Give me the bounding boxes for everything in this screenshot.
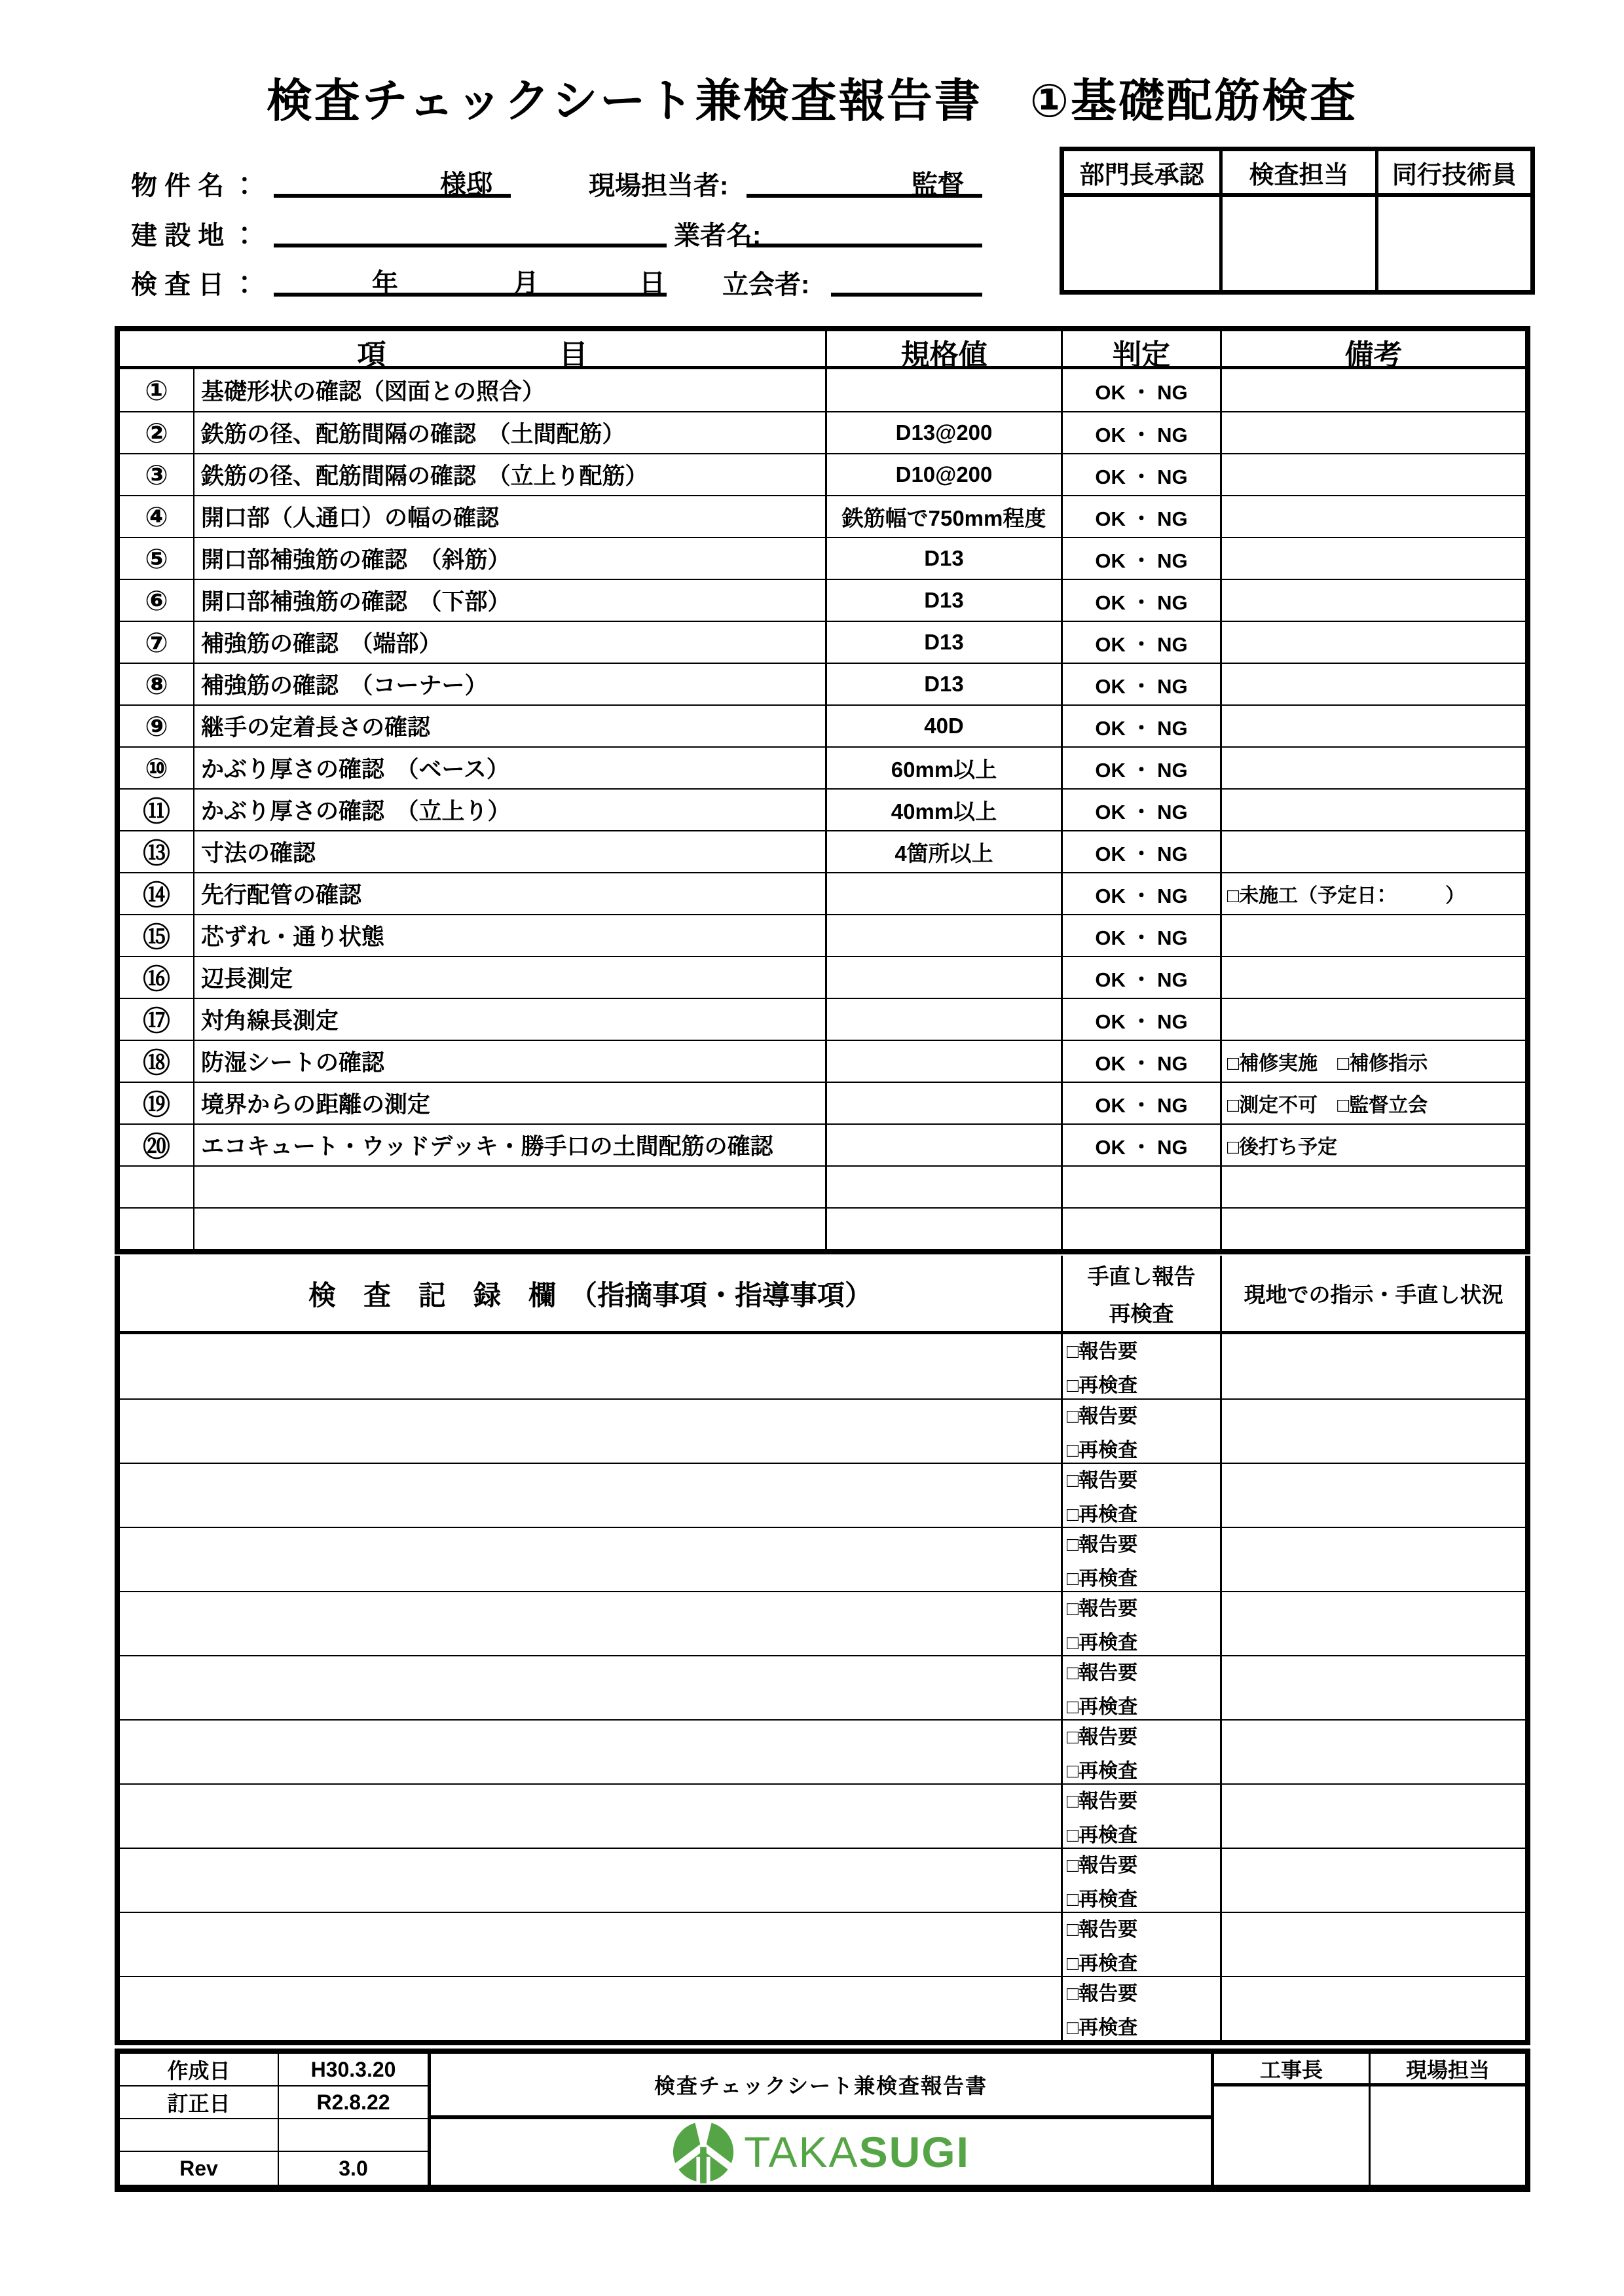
checklist-row [120, 1207, 1525, 1249]
row-number: ⑰ [142, 1006, 170, 1036]
record-report-checkbox[interactable]: □報告要 [1067, 1470, 1138, 1491]
chief-header: 工事長 [1214, 2054, 1371, 2086]
checklist-row [120, 537, 1525, 579]
checklist-header-row [120, 331, 1525, 369]
row-number [120, 1167, 193, 1207]
checklist-header-spec: 規格値 [825, 331, 1061, 373]
record-note-cell[interactable] [120, 1334, 1061, 1398]
record-reinspect-checkbox[interactable]: □再検査 [1067, 1953, 1138, 1975]
record-note-cell[interactable] [120, 1464, 1061, 1527]
row-spec: D13 [825, 538, 1061, 579]
record-row [120, 1912, 1525, 1976]
row-remarks [1220, 831, 1525, 872]
record-title: 検 査 記 録 欄 （指摘事項・指導事項） [308, 1279, 872, 1311]
witness-field[interactable] [831, 263, 982, 297]
approval-header-manager: 部門長承認 [1064, 151, 1219, 197]
record-checkbox-cell [1061, 1464, 1220, 1527]
row-remarks[interactable]: □測定不可 □監督立会 [1220, 1083, 1525, 1123]
row-number: ③ [145, 459, 168, 490]
record-note-cell[interactable] [120, 1656, 1061, 1719]
row-remarks[interactable]: □後打ち予定 [1220, 1125, 1525, 1165]
record-checkbox-cell [1061, 1656, 1220, 1719]
record-checkbox-cell [1061, 1785, 1220, 1848]
checklist-row [120, 411, 1525, 453]
record-report-checkbox[interactable]: □報告要 [1067, 1406, 1138, 1427]
row-item: 防湿シートの確認 [193, 1041, 825, 1082]
record-reinspect-checkbox[interactable]: □再検査 [1067, 1375, 1138, 1396]
row-spec [825, 1083, 1061, 1123]
row-remarks [1220, 538, 1525, 579]
row-remarks[interactable]: □未施工（予定日： ） [1220, 873, 1525, 914]
footer-table [115, 2049, 1530, 2192]
row-spec: D13 [825, 664, 1061, 704]
checklist-row [120, 998, 1525, 1040]
record-reinspect-checkbox[interactable]: □再検査 [1067, 1504, 1138, 1525]
row-remarks [1220, 622, 1525, 663]
date-year-label: 年 [372, 269, 398, 298]
record-status-cell[interactable] [1220, 1977, 1525, 2040]
record-reinspect-checkbox[interactable]: □再検査 [1067, 1760, 1138, 1782]
row-remarks [1220, 915, 1525, 956]
approval-sign-inspector[interactable] [1219, 197, 1375, 290]
row-spec [825, 1125, 1061, 1165]
row-judgement[interactable]: OK ・ NG [1061, 1083, 1220, 1123]
rev-label: Rev [120, 2152, 279, 2185]
checklist-row [120, 453, 1525, 495]
record-reinspect-checkbox[interactable]: □再検査 [1067, 1440, 1138, 1461]
record-checkbox-cell [1061, 1592, 1220, 1655]
row-judgement[interactable]: OK ・ NG [1061, 748, 1220, 788]
record-checkbox-cell [1061, 1528, 1220, 1591]
row-item: 境界からの距離の測定 [193, 1083, 825, 1123]
record-row [120, 1334, 1525, 1398]
row-item: 鉄筋の径、配筋間隔の確認 （土間配筋） [193, 412, 825, 453]
row-number: ⑤ [145, 543, 168, 574]
row-item: 辺長測定 [193, 957, 825, 998]
record-row [120, 1398, 1525, 1463]
checklist-row [120, 872, 1525, 914]
record-row [120, 1848, 1525, 1912]
checklist-header-item: 項 目 [357, 339, 588, 371]
record-status-cell[interactable] [1220, 1592, 1525, 1655]
row-remarks [1220, 790, 1525, 830]
row-judgement [1061, 1167, 1220, 1207]
row-number: ⑯ [142, 964, 170, 994]
footer-empty-label [120, 2119, 279, 2152]
record-header-redo-line1: 手直し報告 [1087, 1264, 1196, 1288]
record-status-cell[interactable] [1220, 1400, 1525, 1463]
site-rep-header: 現場担当 [1371, 2054, 1525, 2086]
row-item: 開口部補強筋の確認 （斜筋） [193, 538, 825, 579]
row-judgement[interactable]: OK ・ NG [1061, 454, 1220, 495]
record-checkbox-cell [1061, 1913, 1220, 1976]
row-item: 対角線長測定 [193, 999, 825, 1040]
row-number: ⑭ [142, 880, 170, 911]
company-logo [431, 2119, 1214, 2185]
row-number: ⑱ [142, 1048, 170, 1078]
record-report-checkbox[interactable]: □報告要 [1067, 1919, 1138, 1941]
checklist-header-remarks: 備考 [1220, 331, 1525, 373]
row-spec: 60mm以上 [825, 748, 1061, 788]
date-day-label: 日 [639, 269, 665, 298]
row-item: 鉄筋の径、配筋間隔の確認 （立上り配筋） [193, 454, 825, 495]
row-number [120, 1209, 193, 1249]
created-date-value: H30.3.20 [279, 2054, 431, 2086]
page-title: 検査チェックシート兼検査報告書 ①基礎配筋検査 [266, 75, 1358, 126]
checklist-row [120, 369, 1525, 411]
checklist-row [120, 746, 1525, 788]
record-row [120, 1976, 1525, 2040]
record-table [115, 1256, 1530, 2045]
record-report-checkbox[interactable]: □報告要 [1067, 1598, 1138, 1620]
date-month-label: 月 [513, 269, 539, 298]
record-row [120, 1463, 1525, 1527]
record-row [120, 1591, 1525, 1655]
approval-box-table [1060, 147, 1535, 295]
row-judgement[interactable]: OK ・ NG [1061, 999, 1220, 1040]
row-number: ⑩ [145, 752, 168, 784]
row-number: ④ [145, 501, 168, 532]
record-row [120, 1527, 1525, 1591]
row-spec [825, 873, 1061, 914]
record-status-cell[interactable] [1220, 1785, 1525, 1848]
footer-doc-title: 検査チェックシート兼検査報告書 [431, 2054, 1214, 2119]
record-checkbox-cell [1061, 1721, 1220, 1783]
record-note-cell[interactable] [120, 1913, 1061, 1976]
inspection-date-label: 検 査 日 ： [131, 270, 258, 299]
row-item: 継手の定着長さの確認 [193, 706, 825, 746]
contractor-field[interactable] [747, 213, 982, 247]
checklist-row [120, 1165, 1525, 1207]
row-item: 開口部（人通口）の幅の確認 [193, 496, 825, 537]
checklist-row [120, 621, 1525, 663]
record-note-cell[interactable] [120, 1400, 1061, 1463]
row-item: 補強筋の確認 （コーナー） [193, 664, 825, 704]
logo-text-light: TAKA [744, 2128, 859, 2176]
record-note-cell[interactable] [120, 1721, 1061, 1783]
row-spec: D13@200 [825, 412, 1061, 453]
row-spec: 40mm以上 [825, 790, 1061, 830]
record-status-cell[interactable] [1220, 1656, 1525, 1719]
record-note-cell[interactable] [120, 1849, 1061, 1912]
checklist-row [120, 663, 1525, 704]
row-item: 寸法の確認 [193, 831, 825, 872]
row-remarks [1220, 664, 1525, 704]
record-reinspect-checkbox[interactable]: □再検査 [1067, 1632, 1138, 1654]
checklist-header-judgement: 判定 [1061, 331, 1220, 373]
row-judgement[interactable]: OK ・ NG [1061, 664, 1220, 704]
record-header-redo-line2: 再検査 [1109, 1301, 1174, 1326]
checklist-row [120, 704, 1525, 746]
record-status-cell[interactable] [1220, 1464, 1525, 1527]
row-number: ② [145, 417, 168, 448]
row-remarks [1220, 748, 1525, 788]
row-judgement[interactable]: OK ・ NG [1061, 538, 1220, 579]
rev-value: 3.0 [279, 2152, 431, 2185]
record-checkbox-cell [1061, 1977, 1220, 2040]
row-remarks [1220, 706, 1525, 746]
row-spec: D13 [825, 622, 1061, 663]
row-judgement[interactable]: OK ・ NG [1061, 412, 1220, 453]
row-spec [825, 957, 1061, 998]
checklist-row [120, 1123, 1525, 1165]
row-item: かぶり厚さの確認 （ベース） [193, 748, 825, 788]
row-item [193, 1167, 825, 1207]
row-item [193, 1209, 825, 1249]
row-judgement[interactable]: OK ・ NG [1061, 790, 1220, 830]
site-manager-label: 現場担当者: [589, 172, 729, 200]
row-remarks [1220, 580, 1525, 621]
checklist-row [120, 579, 1525, 621]
record-status-cell[interactable] [1220, 1334, 1525, 1398]
row-judgement[interactable]: OK ・ NG [1061, 580, 1220, 621]
row-judgement[interactable]: OK ・ NG [1061, 622, 1220, 663]
row-judgement[interactable]: OK ・ NG [1061, 1125, 1220, 1165]
row-number: ⑦ [145, 627, 168, 658]
record-note-cell[interactable] [120, 1785, 1061, 1848]
row-judgement [1061, 1209, 1220, 1249]
row-spec: 40D [825, 706, 1061, 746]
row-number: ⑧ [145, 668, 168, 700]
row-number: ⑲ [142, 1089, 170, 1120]
row-spec [825, 915, 1061, 956]
takasugi-logo-text [744, 2130, 970, 2174]
record-reinspect-checkbox[interactable]: □再検査 [1067, 1889, 1138, 1910]
row-remarks [1220, 412, 1525, 453]
checklist-table [115, 326, 1530, 1254]
record-report-checkbox[interactable]: □報告要 [1067, 1983, 1138, 2005]
record-report-checkbox[interactable]: □報告要 [1067, 1534, 1138, 1556]
record-header-row [120, 1256, 1525, 1334]
row-item: 先行配管の確認 [193, 873, 825, 914]
row-number: ⑥ [145, 585, 168, 616]
row-spec [825, 999, 1061, 1040]
approval-header-inspector: 検査担当 [1219, 151, 1375, 197]
record-checkbox-cell [1061, 1334, 1220, 1398]
approval-header-technician: 同行技術員 [1375, 151, 1530, 197]
row-judgement[interactable]: OK ・ NG [1061, 1041, 1220, 1082]
row-item: 芯ずれ・通り状態 [193, 915, 825, 956]
record-header-status: 現地での指示・手直し状況 [1220, 1256, 1525, 1331]
record-note-cell[interactable] [120, 1977, 1061, 2040]
record-row [120, 1719, 1525, 1783]
record-checkbox-cell [1061, 1400, 1220, 1463]
checklist-row [120, 914, 1525, 956]
record-header-redo [1061, 1256, 1220, 1331]
chief-sign-cell[interactable] [1214, 2086, 1371, 2185]
record-row [120, 1655, 1525, 1719]
row-item: 補強筋の確認 （端部） [193, 622, 825, 663]
property-name-label: 物 件 名 ： [131, 172, 258, 200]
row-number: ⑨ [145, 710, 168, 742]
row-spec: 鉄筋幅で750mm程度 [825, 496, 1061, 537]
record-report-checkbox[interactable]: □報告要 [1067, 1855, 1138, 1876]
row-spec: D13 [825, 580, 1061, 621]
record-status-cell[interactable] [1220, 1849, 1525, 1912]
witness-label: 立会者: [722, 270, 810, 299]
logo-text-bold: SUGI [858, 2128, 970, 2176]
record-checkbox-cell [1061, 1849, 1220, 1912]
row-judgement[interactable]: OK ・ NG [1061, 873, 1220, 914]
site-manager-field[interactable]: 監督 [747, 164, 982, 198]
row-number: ⑬ [142, 838, 170, 869]
row-item: 開口部補強筋の確認 （下部） [193, 580, 825, 621]
record-reinspect-checkbox[interactable]: □再検査 [1067, 2017, 1138, 2039]
checklist-row [120, 788, 1525, 830]
row-spec [825, 369, 1061, 411]
approval-sign-manager[interactable] [1064, 197, 1219, 290]
record-note-cell[interactable] [120, 1592, 1061, 1655]
row-spec [825, 1041, 1061, 1082]
checklist-row [120, 1082, 1525, 1123]
row-judgement[interactable]: OK ・ NG [1061, 915, 1220, 956]
checklist-row [120, 956, 1525, 998]
row-number: ⑳ [142, 1131, 170, 1162]
footer-empty-value [279, 2119, 431, 2152]
row-judgement[interactable]: OK ・ NG [1061, 706, 1220, 746]
row-remarks [1220, 1209, 1525, 1249]
row-remarks [1220, 454, 1525, 495]
record-report-checkbox[interactable]: □報告要 [1067, 1341, 1138, 1362]
location-label: 建 設 地 ： [131, 221, 258, 250]
record-reinspect-checkbox[interactable]: □再検査 [1067, 1568, 1138, 1590]
created-date-label: 作成日 [120, 2054, 279, 2086]
row-judgement[interactable]: OK ・ NG [1061, 496, 1220, 537]
inspection-date-field[interactable] [274, 263, 667, 297]
row-item: 基礎形状の確認（図面との照合） [193, 369, 825, 411]
approval-sign-technician[interactable] [1375, 197, 1530, 290]
record-report-checkbox[interactable]: □報告要 [1067, 1726, 1138, 1748]
property-name-field[interactable]: 様邸 [274, 164, 511, 198]
row-number: ① [145, 374, 168, 406]
record-report-checkbox[interactable]: □報告要 [1067, 1662, 1138, 1684]
row-remarks [1220, 1167, 1525, 1207]
row-number: ⑮ [142, 922, 170, 953]
row-judgement[interactable]: OK ・ NG [1061, 831, 1220, 872]
takasugi-tree-icon [672, 2121, 735, 2183]
site-rep-sign-cell[interactable] [1371, 2086, 1525, 2185]
record-row [120, 1783, 1525, 1848]
row-number: ⑪ [142, 796, 170, 827]
contractor-label: 業者名: [674, 221, 762, 250]
revised-date-label: 訂正日 [120, 2086, 279, 2119]
record-note-cell[interactable] [120, 1528, 1061, 1591]
location-field[interactable] [274, 213, 667, 247]
record-status-cell[interactable] [1220, 1913, 1525, 1976]
row-spec [825, 1167, 1061, 1207]
record-status-cell[interactable] [1220, 1528, 1525, 1591]
checklist-row [120, 495, 1525, 537]
row-spec: D10@200 [825, 454, 1061, 495]
record-status-cell[interactable] [1220, 1721, 1525, 1783]
row-judgement[interactable]: OK ・ NG [1061, 369, 1220, 411]
record-reinspect-checkbox[interactable]: □再検査 [1067, 1825, 1138, 1846]
row-item: かぶり厚さの確認 （立上り） [193, 790, 825, 830]
row-remarks[interactable]: □補修実施 □補修指示 [1220, 1041, 1525, 1082]
row-judgement[interactable]: OK ・ NG [1061, 957, 1220, 998]
record-reinspect-checkbox[interactable]: □再検査 [1067, 1696, 1138, 1718]
record-report-checkbox[interactable]: □報告要 [1067, 1791, 1138, 1812]
row-remarks [1220, 369, 1525, 411]
revised-date-value: R2.8.22 [279, 2086, 431, 2119]
row-remarks [1220, 496, 1525, 537]
checklist-row [120, 830, 1525, 872]
row-remarks [1220, 957, 1525, 998]
row-spec [825, 1209, 1061, 1249]
checklist-row [120, 1040, 1525, 1082]
row-item: エコキュート・ウッドデッキ・勝手口の土間配筋の確認 [193, 1125, 825, 1165]
row-remarks [1220, 999, 1525, 1040]
row-spec: 4箇所以上 [825, 831, 1061, 872]
